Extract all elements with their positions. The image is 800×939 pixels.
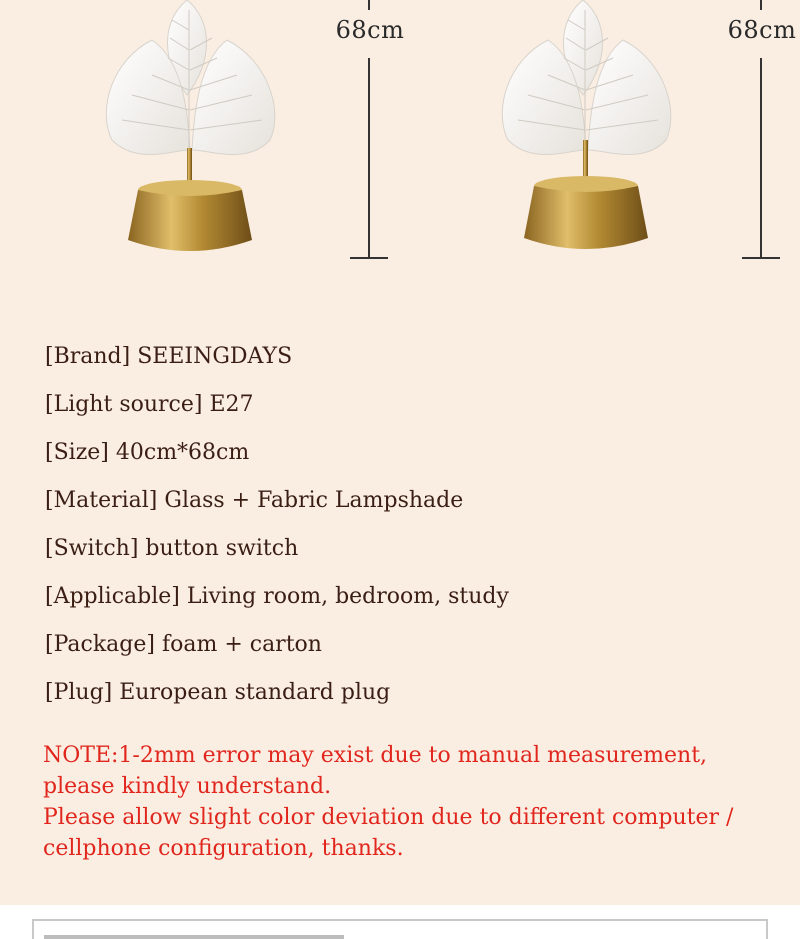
spec-package: [Package] foam + carton [45, 632, 322, 657]
spec-material: [Material] Glass + Fabric Lampshade [45, 488, 464, 513]
note-line: cellphone configuration, thanks. [43, 836, 404, 861]
dimension-foot [350, 257, 388, 259]
lamp-image-left [92, 0, 292, 260]
dimension-foot [742, 257, 780, 259]
measurement-note [43, 740, 763, 864]
spec-size: [Size] 40cm*68cm [45, 440, 250, 465]
lamp-image-right [488, 0, 688, 260]
spec-plug: [Plug] European standard plug [45, 680, 391, 705]
spec-light-source: [Light source] E27 [45, 392, 254, 417]
spec-applicable: [Applicable] Living room, bedroom, study [45, 584, 509, 609]
note-line: please kindly understand. [43, 774, 332, 799]
dimension-line-top [760, 0, 762, 10]
dimension-line [368, 58, 370, 258]
height-label: 68cm [727, 16, 797, 44]
spec-list [45, 340, 765, 724]
note-line: Please allow slight color deviation due to different computer / [43, 805, 734, 830]
dimension-line [760, 58, 762, 258]
spec-switch: [Switch] button switch [45, 536, 299, 561]
next-section-card [32, 919, 768, 939]
height-label: 68cm [335, 16, 405, 44]
dimension-line-top [368, 0, 370, 10]
height-dimension-right [722, 0, 800, 262]
placeholder-bar [44, 935, 344, 939]
spec-brand: [Brand] SEEINGDAYS [45, 344, 293, 369]
height-dimension-left [330, 0, 410, 262]
note-line: NOTE:1-2mm error may exist due to manual measurement, [43, 743, 708, 768]
